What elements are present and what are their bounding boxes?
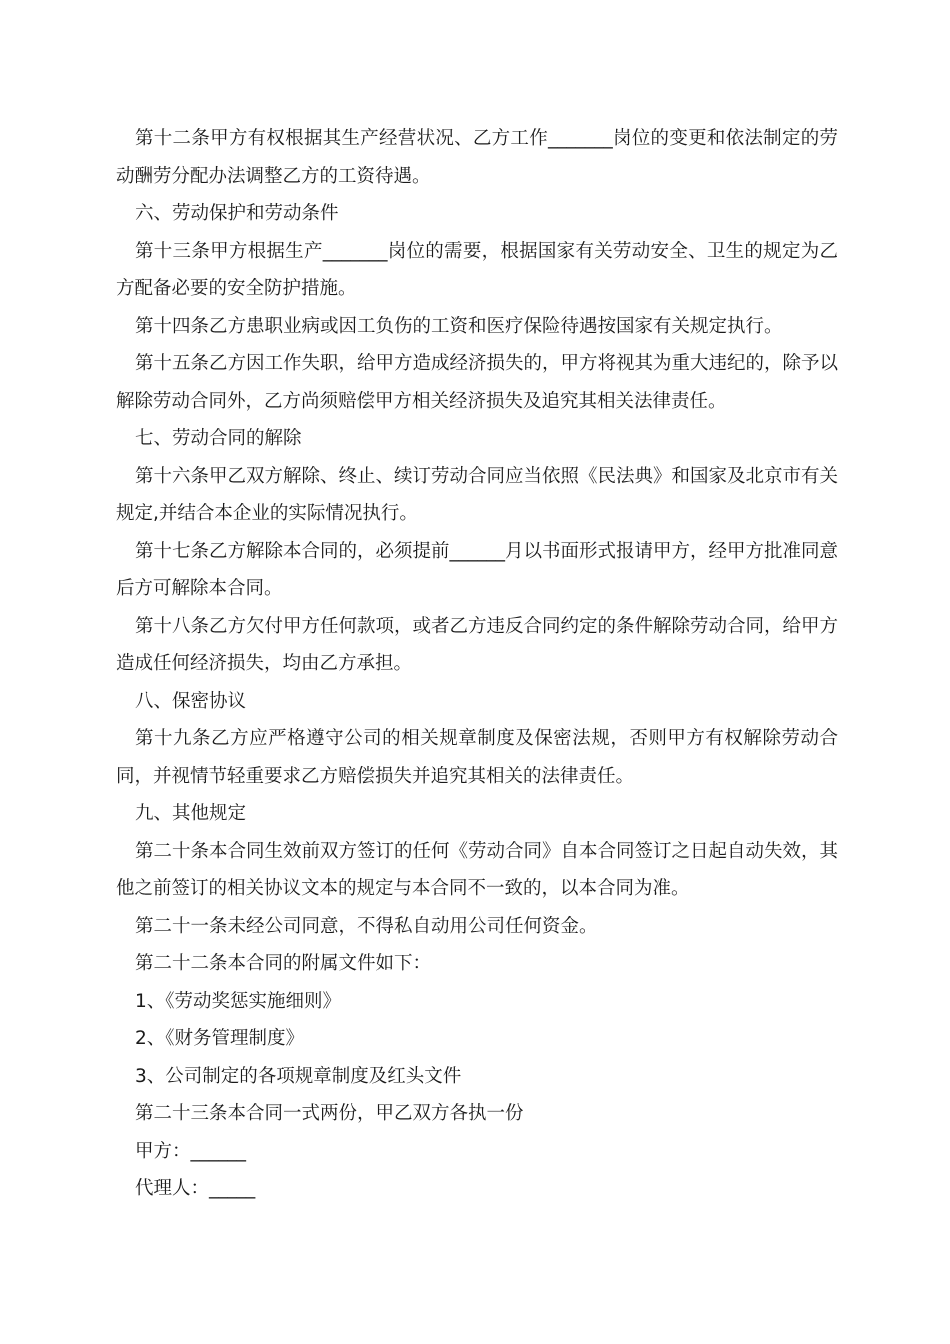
article-19: 第十九条乙方应严格遵守公司的相关规章制度及保密法规，否则甲方有权解除劳动合同，并视情节轻重要求乙方赔偿损失并追究其相关的法律责任。 bbox=[116, 728, 838, 787]
article-16: 第十六条甲乙双方解除、终止、续订劳动合同应当依照《民法典》和国家及北京市有关规定,并结合本企业的实际情况执行。 bbox=[116, 465, 839, 524]
article-17: 第十七条乙方解除本合同的，必须提前______月以书面形式报请甲方，经甲方批准同意后方可解除本合同。 bbox=[116, 540, 839, 599]
attachment-2: 2、《财务管理制度》 bbox=[135, 1028, 305, 1049]
agent-signature: 代理人：_____ bbox=[135, 1178, 256, 1199]
party-a-signature: 甲方：______ bbox=[135, 1140, 247, 1162]
section-6-heading: 六、劳动保护和劳动条件 bbox=[135, 203, 339, 224]
article-12: 第十二条甲方有权根据其生产经营状况、乙方工作_______岗位的变更和依法制定的劳动酬劳分配办法调整乙方的工资待遇。 bbox=[116, 128, 838, 187]
article-23: 第二十三条本合同一式两份，甲乙双方各执一份 bbox=[135, 1103, 524, 1124]
section-8-heading: 八、保密协议 bbox=[135, 690, 247, 712]
section-7-heading: 七、劳动合同的解除 bbox=[135, 428, 302, 449]
section-9-heading: 九、其他规定 bbox=[135, 803, 247, 824]
article-18: 第十八条乙方欠付甲方任何款项，或者乙方违反合同约定的条件解除劳动合同，给甲方造成任何经济损失，均由乙方承担。 bbox=[116, 615, 839, 674]
contract-body bbox=[116, 120, 838, 1208]
article-15: 第十五条乙方因工作失职，给甲方造成经济损失的，甲方将视其为重大违纪的，除予以解除劳动合同外，乙方尚须赔偿甲方相关经济损失及追究其相关法律责任。 bbox=[116, 353, 839, 412]
article-14: 第十四条乙方患职业病或因工负伤的工资和医疗保险待遇按国家有关规定执行。 bbox=[135, 315, 783, 337]
article-20: 第二十条本合同生效前双方签订的任何《劳动合同》自本合同签订之日起自动失效，其他之前签订的相关协议文本的规定与本合同不一致的，以本合同为准。 bbox=[116, 840, 839, 899]
attachment-3: 3、公司制定的各项规章制度及红头文件 bbox=[135, 1065, 462, 1087]
article-22: 第二十二条本合同的附属文件如下： bbox=[135, 953, 432, 974]
article-13: 第十三条甲方根据生产_______岗位的需要，根据国家有关劳动安全、卫生的规定为乙方配备必要的安全防护措施。 bbox=[116, 240, 838, 299]
article-21: 第二十一条未经公司同意，不得私自动用公司任何资金。 bbox=[135, 915, 598, 937]
attachment-1: 1、《劳动奖惩实施细则》 bbox=[135, 990, 342, 1012]
